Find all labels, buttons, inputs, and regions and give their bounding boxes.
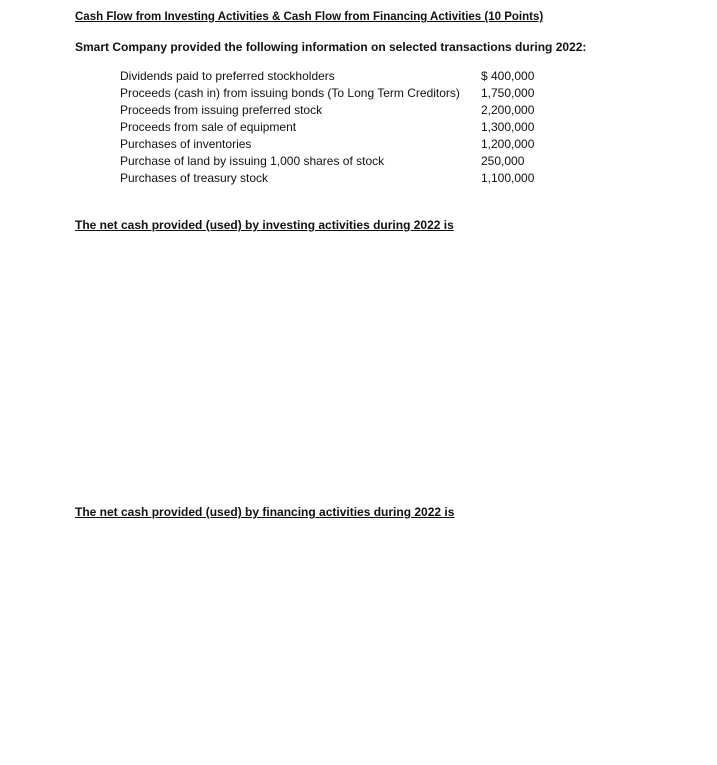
financing-question: The net cash provided (used) by financing activities during 2022 is [75, 505, 455, 519]
transaction-amount: 1,100,000 [481, 171, 535, 185]
transaction-label: Purchases of treasury stock [120, 171, 269, 185]
transaction-amount: 1,200,000 [481, 137, 535, 151]
transaction-label: Dividends paid to preferred stockholders [120, 69, 335, 83]
transaction-label: Proceeds from issuing preferred stock [120, 103, 323, 117]
transaction-amount: 250,000 [481, 154, 525, 168]
transaction-amount: $ 400,000 [481, 69, 535, 83]
transaction-label: Purchases of inventories [120, 137, 252, 151]
investing-question: The net cash provided (used) by investing activities during 2022 is [75, 218, 454, 232]
transaction-amount: 2,200,000 [481, 103, 535, 117]
transaction-amount: 1,750,000 [481, 86, 535, 100]
transaction-amount: 1,300,000 [481, 120, 535, 134]
transaction-label: Purchase of land by issuing 1,000 shares of stock [120, 154, 385, 168]
intro-text: Smart Company provided the following information on selected transactions during 2022: [75, 40, 587, 54]
transaction-label: Proceeds (cash in) from issuing bonds (To Long Term Creditors) [120, 86, 460, 100]
document-title: Cash Flow from Investing Activities & Cash Flow from Financing Activities (10 Points) [75, 11, 544, 23]
transaction-label: Proceeds from sale of equipment [120, 120, 297, 134]
